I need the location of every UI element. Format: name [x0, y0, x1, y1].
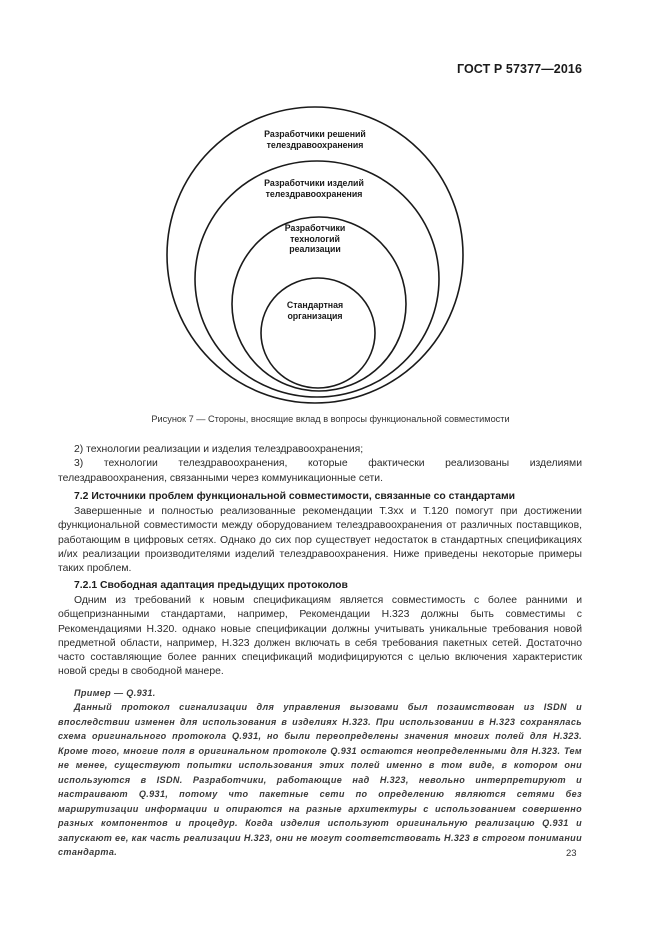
body-text	[58, 443, 582, 860]
label-solution-developers: Разработчики решений телездравоохранения	[264, 129, 366, 150]
page-number: 23	[566, 848, 577, 859]
circle-outer	[167, 107, 463, 403]
figure-caption: Рисунок 7 — Стороны, вносящие вклад в вопросы функциональной совместимости	[151, 414, 510, 424]
example-text: Данный протокол сигнализации для управления вызовами был позаимствован из ISDN и впоследствии изменен для использования в изделиях Н.323. При использовании в Н.323 сохранялась схема оригинального протокола Q.931, но были переопределены значения многих полей для Н.323. Кроме того, многие поля в оригинальном протоколе Q.931 остаются неопределенными для Н.323. Тем не менее, существуют попытки использования этих полей именно в том виде, в котором они используются в ISDN. Разработчики, работающие над Н.323, невольно интерпретируют и настраивают Q.931, потому что пакетные сети по определению являются сетями без маршрутизации информации и опираются на разные архитектуры с использованием совершенно разных компонентов и процедур. Когда изделия используют оригинальную реализацию Q.931 и запускают ее, как часть реализации Н.323, они не могут соответствовать Н.323 в строгом понимании стандарта.	[58, 702, 582, 858]
list-item: 3) технологии телездравоохранения, которые фактически реализованы изделиями телездравоохранения, связанными через коммуникационные сети.	[58, 458, 582, 484]
circle-inner	[261, 278, 375, 388]
nested-circles-diagram	[0, 0, 661, 410]
document-standard-number: ГОСТ Р 57377—2016	[456, 62, 582, 76]
paragraph-7-2: Завершенные и полностью реализованные рекомендации Т.3хх и Т.120 помогут при достижении функциональной совместимости между оборудованием телездравоохранения от различных поставщиков, работающим в цифровых сетях. Однако до сих пор существует недостаток в стандартных спецификациях и/их реализации производителями изделий телездравоохранения. Ниже приведены некоторые примеры таких проблем.	[58, 506, 582, 575]
label-standards-organization: Стандартная организация	[286, 300, 344, 321]
section-heading-7-2-1: 7.2.1 Свободная адаптация предыдущих протоколов	[74, 579, 348, 591]
label-technology-developers: Разработчики технологий реализации	[284, 223, 346, 254]
label-product-developers: Разработчики изделий телездравоохранения	[264, 178, 364, 199]
concentric-circles-graphic	[0, 0, 661, 410]
example-label: Пример — Q.931.	[74, 687, 156, 698]
section-heading-7-2: 7.2 Источники проблем функциональной совместимости, связанные со стандартами	[74, 490, 516, 502]
list-item: 2) технологии реализации и изделия телездравоохранения;	[74, 444, 364, 455]
paragraph-7-2-1: Одним из требований к новым спецификациям является совместимость с более ранними и общепризнанными стандартами, например, Рекомендации Н.323 должны быть совместимы с Рекомендациями Н.320. однако новые спецификации должны учитывать уникальные требования новой предметной области, например, Н.323 должен включать в себя требования пакетных сетей. Достаточно часто составляющие более ранних спецификаций модифицируются с целью включения характеристик новой среды в свободной манере.	[58, 594, 582, 678]
